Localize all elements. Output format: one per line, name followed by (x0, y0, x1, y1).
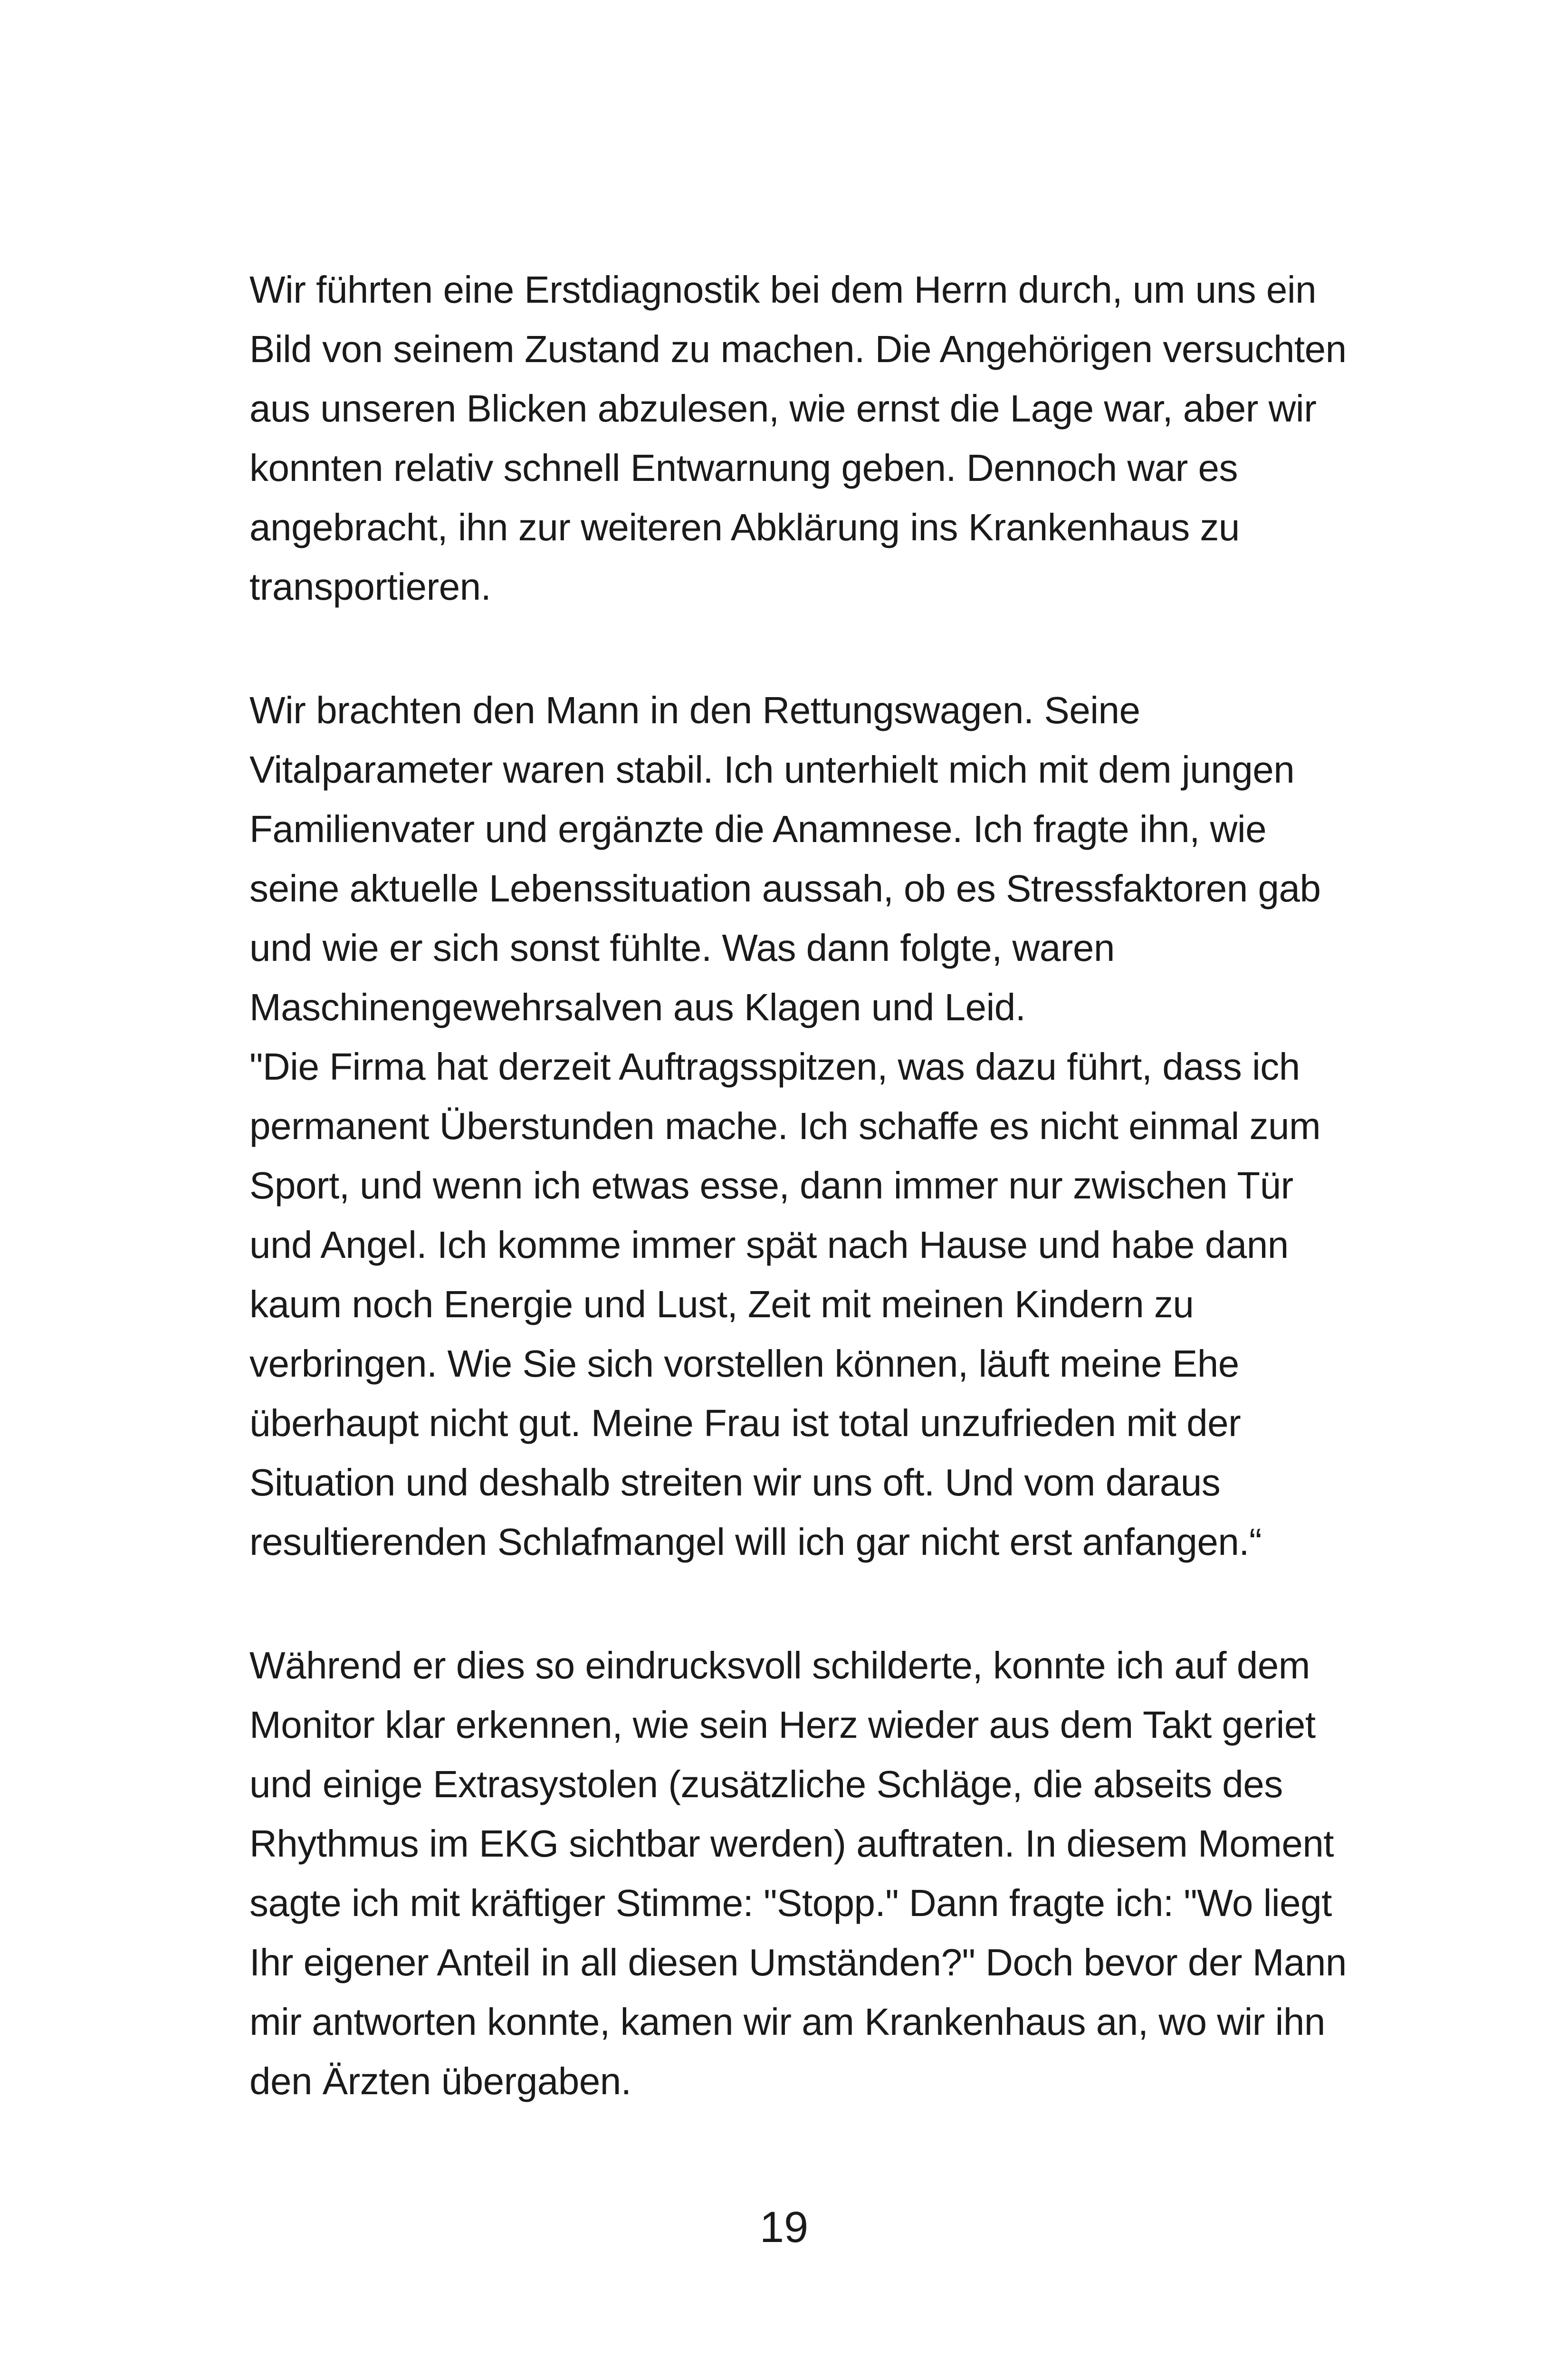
text-line: kaum noch Energie und Lust, Zeit mit meinen Kindern zu (249, 1283, 1194, 1325)
text-line: Ihr eigener Anteil in all diesen Umständen?" Doch bevor der Mann (249, 1941, 1347, 1983)
text-line: Wir brachten den Mann in den Rettungswagen. Seine (249, 689, 1140, 731)
text-line: verbringen. Wie Sie sich vorstellen können, läuft meine Ehe (249, 1342, 1239, 1385)
text-line: mir antworten konnte, kamen wir am Krankenhaus an, wo wir ihn (249, 2001, 1325, 2043)
text-line: und wie er sich sonst fühlte. Was dann folgte, waren (249, 927, 1115, 969)
text-line: Wir führten eine Erstdiagnostik bei dem Herrn durch, um uns ein (249, 268, 1317, 311)
text-line: den Ärzten übergaben. (249, 2060, 631, 2102)
text-line: konnten relativ schnell Entwarnung geben. Dennoch war es (249, 447, 1238, 489)
text-line: und einige Extrasystolen (zusätzliche Schläge, die abseits des (249, 1763, 1283, 1805)
text-line: Maschinengewehrsalven aus Klagen und Leid. (249, 986, 1026, 1028)
text-line: Sport, und wenn ich etwas esse, dann immer nur zwischen Tür (249, 1164, 1293, 1207)
text-line: angebracht, ihn zur weiteren Abklärung ins Krankenhaus zu (249, 506, 1240, 548)
text-line: Familienvater und ergänzte die Anamnese. Ich fragte ihn, wie (249, 808, 1267, 850)
text-line: aus unseren Blicken abzulesen, wie ernst die Lage war, aber wir (249, 387, 1317, 430)
text-line: sagte ich mit kräftiger Stimme: "Stopp." Dann fragte ich: "Wo liegt (249, 1882, 1332, 1924)
text-line: seine aktuelle Lebenssituation aussah, ob es Stressfaktoren gab (249, 867, 1321, 910)
text-line: überhaupt nicht gut. Meine Frau ist total unzufrieden mit der (249, 1402, 1241, 1444)
text-line: permanent Überstunden mache. Ich schaffe es nicht einmal zum (249, 1105, 1321, 1147)
text-line: Situation und deshalb streiten wir uns oft. Und vom daraus (249, 1461, 1221, 1504)
text-line: Während er dies so eindrucksvoll schilderte, konnte ich auf dem (249, 1644, 1310, 1686)
page-number: 19 (759, 2203, 809, 2251)
text-line: Rhythmus im EKG sichtbar werden) auftraten. In diesem Moment (249, 1822, 1334, 1865)
text-line: und Angel. Ich komme immer spät nach Hause und habe dann (249, 1224, 1289, 1266)
text-line: Vitalparameter waren stabil. Ich unterhielt mich mit dem jungen (249, 748, 1295, 791)
text-line: "Die Firma hat derzeit Auftragsspitzen, was dazu führt, dass ich (249, 1045, 1300, 1088)
text-line: Monitor klar erkennen, wie sein Herz wieder aus dem Takt geriet (249, 1704, 1316, 1746)
text-line: resultierenden Schlafmangel will ich gar nicht erst anfangen.“ (249, 1521, 1262, 1563)
text-line: Bild von seinem Zustand zu machen. Die Angehörigen versuchten (249, 328, 1347, 370)
text-line: transportieren. (249, 565, 491, 608)
